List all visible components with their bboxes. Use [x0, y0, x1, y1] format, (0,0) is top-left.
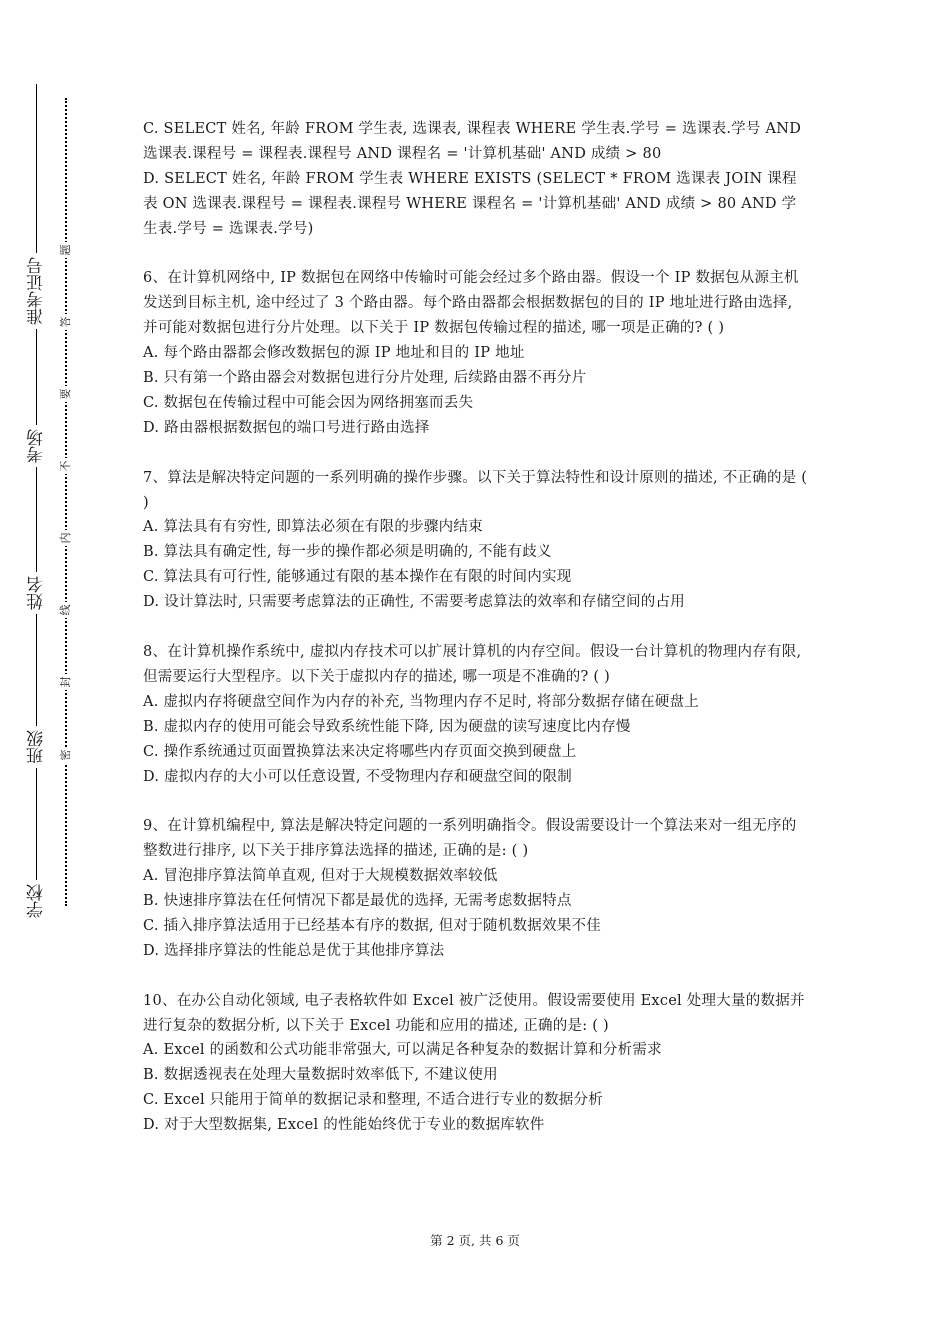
option-c: C. Excel 只能用于简单的数据记录和整理, 不适合进行专业的数据分析 [143, 1092, 603, 1109]
option-c: C. 操作系统通过页面置换算法来决定将哪些内存页面交换到硬盘上 [143, 743, 577, 760]
option-a: A. 每个路由器都会修改数据包的源 IP 地址和目的 IP 地址 [143, 345, 525, 362]
option-b: B. 数据透视表在处理大量数据时效率低下, 不建议使用 [143, 1067, 498, 1084]
option-a: A. 虚拟内存将硬盘空间作为内存的补充, 当物理内存不足时, 将部分数据存储在硬盘上 [143, 693, 700, 710]
field-exam-room: 考场 [20, 425, 54, 467]
option-d: D. 虚拟内存的大小可以任意设置, 不受物理内存和硬盘空间的限制 [143, 768, 573, 785]
seal-char: 题 [56, 242, 76, 258]
seal-char: 不 [56, 458, 76, 474]
option-c: C. 数据包在传输过程中可能会因为网络拥塞而丢失 [143, 394, 474, 411]
question-stem: 6、在计算机网络中, IP 数据包在网络中传输时可能会经过多个路由器。假设一个 IP 数据包从源主机发送到目标主机, 途中经过了 3 个路由器。每个路由器都会根据数据包的目的 IP 地址进行路由选择, 并可能对数据包进行分片处理。以下关于 IP 数据包传输过程的描述, 哪一项是正确的? ( ) [143, 270, 799, 337]
binding-margin [0, 0, 100, 1344]
option-c: C. SELECT 姓名, 年龄 FROM 学生表, 选课表, 课程表 WHERE 学生表.学号 = 选课表.学号 AND 选课表.课程号 = 课程表.课程号 AND 课程名 = '计算机基础' AND 成绩 > 80 [143, 121, 802, 162]
seal-char: 封 [56, 674, 76, 690]
option-d: D. 选择排序算法的性能总是优于其他排序算法 [143, 942, 445, 959]
question-stem: 7、算法是解决特定问题的一系列明确的操作步骤。以下关于算法特性和设计原则的描述, 不正确的是 ( ) [143, 469, 808, 511]
page-footer: 第 2 页, 共 6 页 [430, 1233, 520, 1248]
option-c: C. 算法具有可行性, 能够通过有限的基本操作在有限的时间内实现 [143, 569, 572, 586]
option-d: D. 对于大型数据集, Excel 的性能始终优于专业的数据库软件 [143, 1117, 545, 1134]
seal-char: 密 [56, 747, 76, 763]
option-b: B. 算法具有确定性, 每一步的操作都必须是明确的, 不能有歧义 [143, 544, 552, 561]
question-stem: 10、在办公自动化领域, 电子表格软件如 Excel 被广泛使用。假设需要使用 Excel 处理大量的数据并进行复杂的数据分析, 以下关于 Excel 功能和应用的描述, 正确的是: ( ) [143, 992, 805, 1034]
option-a: A. Excel 的函数和公式功能非常强大, 可以满足各种复杂的数据计算和分析需求 [143, 1042, 662, 1059]
question-6 [143, 266, 811, 440]
exam-content [143, 117, 811, 1138]
seal-dotted-line [65, 98, 67, 906]
question-8 [143, 640, 811, 789]
question-7 [143, 466, 811, 615]
option-d: D. 路由器根据数据包的端口号进行路由选择 [143, 419, 430, 436]
option-d: D. SELECT 姓名, 年龄 FROM 学生表 WHERE EXISTS (SELECT * FROM 选课表 JOIN 课程表 ON 选课表.课程号 = 课程表.课程号 WHERE 课程名 = '计算机基础' AND 成绩 > 80 AND 学生表.学号 = 选课表.学号) [143, 170, 797, 237]
option-b: B. 虚拟内存的使用可能会导致系统性能下降, 因为硬盘的读写速度比内存慢 [143, 718, 631, 735]
option-b: B. 只有第一个路由器会对数据包进行分片处理, 后续路由器不再分片 [143, 370, 587, 387]
question-stem: 8、在计算机操作系统中, 虚拟内存技术可以扩展计算机的内存空间。假设一台计算机的物理内存有限, 但需要运行大型程序。以下关于虚拟内存的描述, 哪一项是不准确的? ( ) [143, 643, 802, 685]
binding-solid-line [36, 84, 37, 914]
option-b: B. 快速排序算法在任何情况下都是最优的选择, 无需考虑数据特点 [143, 893, 572, 910]
question-9 [143, 814, 811, 963]
option-a: A. 冒泡排序算法简单直观, 但对于大规模数据效率较低 [143, 868, 498, 885]
question-5-continued [143, 117, 811, 242]
field-school: 学校 [20, 880, 54, 922]
question-stem: 9、在计算机编程中, 算法是解决特定问题的一系列明确指令。假设需要设计一个算法来对一组无序的整数进行排序, 以下关于排序算法选择的描述, 正确的是: ( ) [143, 818, 797, 860]
seal-char: 要 [56, 386, 76, 402]
option-c: C. 插入排序算法适用于已经基本有序的数据, 但对于随机数据效果不佳 [143, 917, 602, 934]
seal-char: 线 [56, 602, 76, 618]
seal-char: 内 [56, 530, 76, 546]
option-a: A. 算法具有有穷性, 即算法必须在有限的步骤内结束 [143, 519, 483, 536]
option-d: D. 设计算法时, 只需要考虑算法的正确性, 不需要考虑算法的效率和存储空间的占用 [143, 594, 686, 611]
seal-char: 答 [56, 314, 76, 330]
question-10 [143, 989, 811, 1138]
field-class: 班级 [20, 726, 54, 768]
field-exam-number: 准考证号 [20, 253, 54, 329]
field-name: 姓名 [20, 572, 54, 614]
